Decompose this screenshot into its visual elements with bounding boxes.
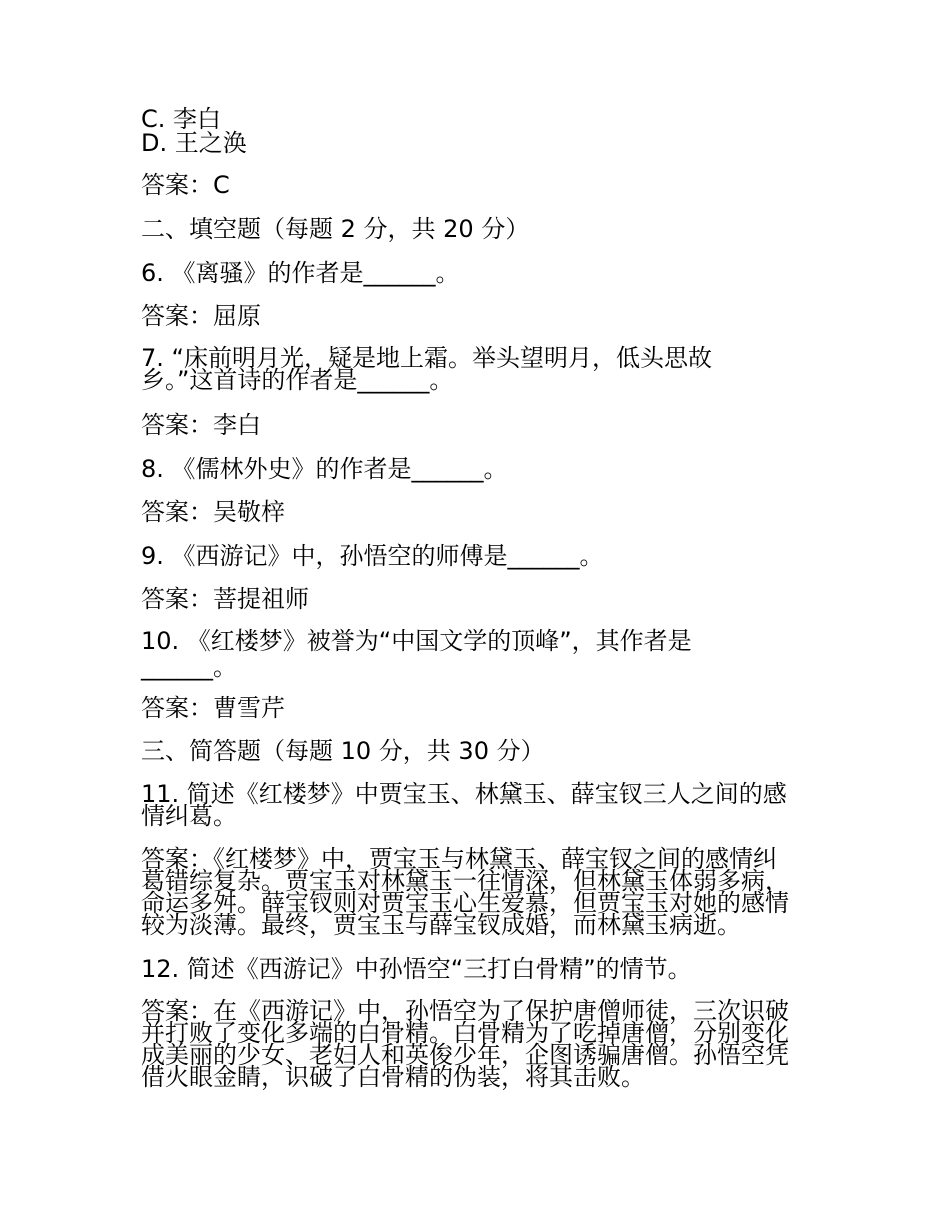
answer-6: 答案：屈原 [141,302,261,330]
option-c: C. 李白 [141,105,222,133]
option-d: D. 王之涣 [141,129,247,157]
question-10 [141,628,813,680]
question-11-line-1: 11. 简述《红楼梦》中贾宝玉、林黛玉、薛宝钗三人之间的感 [141,780,787,808]
answer-10: 答案：曹雪芹 [141,694,285,722]
question-10-line-1: 10. 《红楼梦》被誉为“中国文学的顶峰”，其作者是 [141,627,692,655]
question-7-line-1: 7. “床前明月光，疑是地上霜。举头望明月，低头思故 [141,344,712,372]
question-7-line-2: 乡。”这首诗的作者是______。 [141,366,454,394]
question-6: 6. 《离骚》的作者是______。 [141,259,460,287]
answer-7: 答案：李白 [141,411,261,439]
answer-11 [141,845,813,939]
answer-9: 答案：菩提祖师 [141,585,309,613]
answer-12-line-4: 借火眼金睛，识破了白骨精的伪装，将其击败。 [141,1063,645,1091]
answer-5: 答案：C [141,171,230,199]
question-10-line-2: ______。 [141,653,237,681]
answer-12-line-3: 成美丽的少女、老妇人和英俊少年，企图诱骗唐僧。孙悟空凭 [141,1041,789,1069]
question-9: 9. 《西游记》中，孙悟空的师傅是______。 [141,542,604,570]
question-7 [141,344,813,394]
answer-11-line-4: 较为淡薄。最终，贾宝玉与薛宝钗成婚，而林黛玉病逝。 [141,911,741,939]
answer-12-line-1: 答案：在《西游记》中，孙悟空为了保护唐僧师徒，三次识破 [141,997,789,1025]
section-3-heading: 三、简答题（每题 10 分，共 30 分） [141,737,545,765]
answer-11-line-1: 答案：《红楼梦》中，贾宝玉与林黛玉、薛宝钗之间的感情纠 [141,845,777,873]
section-2-heading: 二、填空题（每题 2 分，共 20 分） [141,215,530,243]
answer-11-line-3: 命运多舛。薛宝钗则对贾宝玉心生爱慕，但贾宝玉对她的感情 [141,889,789,917]
question-11-line-2: 情纠葛。 [141,802,237,830]
answer-12 [141,997,813,1091]
answer-12-line-2: 并打败了变化多端的白骨精。白骨精为了吃掉唐僧，分别变化 [141,1019,789,1047]
question-8: 8. 《儒林外史》的作者是______。 [141,455,508,483]
answer-8: 答案：吴敬梓 [141,498,285,526]
answer-11-line-2: 葛错综复杂。贾宝玉对林黛玉一往情深，但林黛玉体弱多病， [141,867,789,895]
question-12: 12. 简述《西游记》中孙悟空“三打白骨精”的情节。 [141,955,692,983]
question-11 [141,780,813,830]
